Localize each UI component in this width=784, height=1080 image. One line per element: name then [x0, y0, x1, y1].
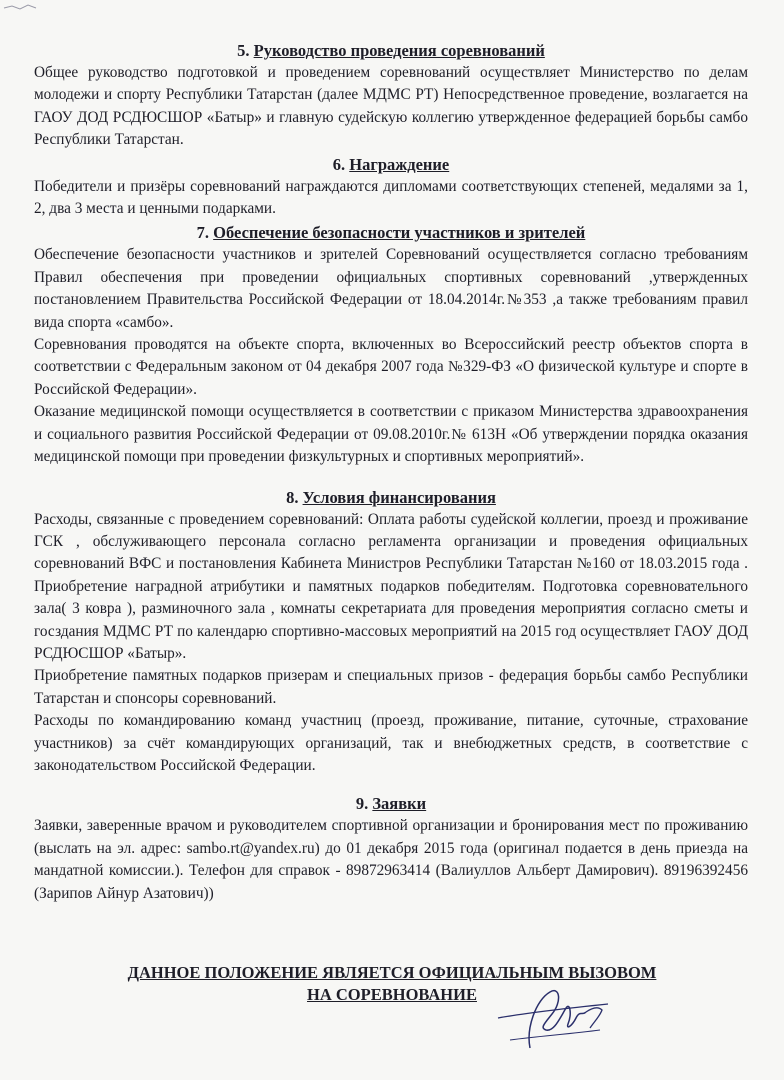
scan-artifact-mark: [2, 2, 62, 12]
section-number: 8.: [286, 487, 299, 507]
section-heading: [34, 222, 748, 244]
section-9-applications: [34, 793, 748, 905]
paragraph: Расходы по командированию команд участниц (проезд, проживание, питание, суточные, страхование участников) за счёт командирующих организаций, так и внебюджетных средств, в соответствие с законодательством Российской Федерации.: [34, 712, 748, 774]
section-6-awards: [34, 154, 748, 221]
section-heading: [34, 793, 748, 815]
notice-line-2: НА СОРЕВНОВАНИЕ: [307, 985, 477, 1004]
section-heading: [34, 40, 748, 62]
section-5-management: [34, 40, 748, 152]
paragraph: Расходы, связанные с проведением соревнований: Оплата работы судейской коллегии, проезд и проживание ГСК , обслуживающего персонала согласно регламента организации и проведения официальных соревнований ВФС и постановления Кабинета Министров Республики Татарстан №160 от 18.03.2015 года . Приобретение наградной атрибутики и памятных подарков победителям. Подготовка соревновательного зала( 3 ковра ), разминочного зала , комнаты секретариата для проведения мероприятия согласно сметы и госздания МДМС РТ по календарю спортивно-массовых мероприятий на 2015 год осуществляет ГАОУ ДОД РСДЮСШОР «Батыр».: [34, 510, 748, 662]
paragraph: Победители и призёры соревнований награждаются дипломами соответствующих степеней, медалями за 1, 2, два 3 места и ценными подарками.: [34, 177, 748, 218]
section-number: 7.: [196, 223, 210, 243]
paragraph: Обеспечение безопасности участников и зрителей Соревнований осуществляется согласно требованиям Правил обеспечения при проведении официальных спортивных соревнований ,утвержденных постановлением Правительства Российской Федерации от 18.04.2014г.№353 ,а также требованиям правил вида спорта «самбо».: [34, 246, 748, 331]
section-number: 5.: [237, 41, 250, 60]
section-number: 6.: [332, 154, 346, 174]
section-title: Руководство проведения соревнований: [253, 41, 545, 60]
paragraph: Соревнования проводятся на объекте спорта, включенных во Всероссийский реестр объектов спорта в соответствии с Федеральным законом от 04 декабря 2007 года №329-ФЗ «О физической культуре и спорте в Российской Федерации».: [34, 336, 748, 398]
section-title: Награждение: [349, 154, 450, 174]
paragraph: Заявки, заверенные врачом и руководителем спортивной организации и бронирования мест по проживанию (выслать на эл. адрес: sambo.rt@yandex.ru) до 01 декабря 2015 года (оригинал подается в день приезда на мандатной комиссии.). Телефон для справок - 89872963414 (Валиуллов Альберт Дамирович). 89196392456 (Зарипов Айнур Азатович)): [34, 817, 748, 902]
document-body: [34, 40, 748, 905]
section-title: Условия финансирования: [302, 487, 496, 507]
paragraph: Приобретение памятных подарков призерам и специальных призов - федерация борьбы самбо Республики Татарстан и спонсоры соревнований.: [34, 667, 748, 707]
section-8-financing: [34, 487, 748, 778]
notice-line-1: ДАННОЕ ПОЛОЖЕНИЕ ЯВЛЯЕТСЯ ОФИЦИАЛЬНЫМ ВЫЗОВОМ: [127, 963, 657, 982]
section-7-safety: [34, 222, 748, 468]
paragraph: Оказание медицинской помощи осуществляется в соответствии с приказом Министерства здравоохранения и социального развития Российской Федерации от 09.08.2010г.№ 613Н «Об утверждении порядка оказания медицинской помощи при проведении физкультурных и спортивных мероприятий».: [34, 403, 748, 466]
section-heading: [34, 487, 748, 509]
handwritten-signature: [490, 978, 620, 1054]
section-title: Заявки: [372, 794, 427, 814]
section-title: Обеспечение безопасности участников и зрителей: [213, 223, 586, 243]
paragraph: Общее руководство подготовкой и проведением соревнований осуществляет Министерство по делам молодежи и спорту Республики Татарстан (далее МДМС РТ) Непосредственное проведение, возлагается на ГАОУ ДОД РСДЮСШОР «Батыр» и главную судейскую коллегию утвержденное федерацией борьбы самбо Республики Татарстан.: [34, 64, 748, 149]
section-heading: [34, 154, 748, 176]
section-number: 9.: [355, 794, 369, 814]
official-invitation-notice: [0, 962, 784, 1006]
